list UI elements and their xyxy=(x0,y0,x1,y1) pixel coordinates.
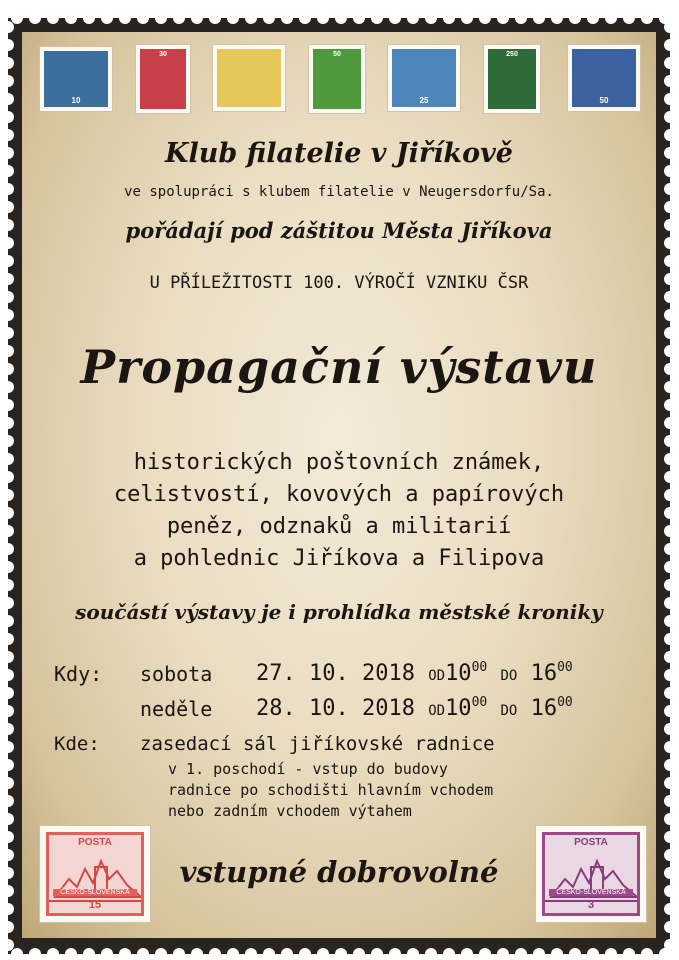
perforation-hole xyxy=(2,633,14,645)
date-2-day: neděle xyxy=(140,697,213,721)
perforation-hole xyxy=(317,948,329,960)
perforation-hole xyxy=(664,381,676,393)
perforation-hole xyxy=(227,948,239,960)
venue: zasedací sál jiříkovské radnice xyxy=(140,733,495,755)
perforation-hole xyxy=(664,399,676,411)
perforation-hole xyxy=(664,885,676,897)
perforation-hole xyxy=(2,597,14,609)
perforation-hole xyxy=(263,948,275,960)
entry-note: vstupné dobrovolné xyxy=(179,855,499,889)
date-row-1-date xyxy=(256,660,573,686)
perforation-hole xyxy=(335,948,347,960)
perforation-hole xyxy=(2,471,14,483)
perforation-hole xyxy=(2,543,14,555)
perforation-hole xyxy=(479,948,491,960)
headline: Propagační výstavu xyxy=(80,340,598,394)
perforation-hole xyxy=(47,12,59,24)
perforation-hole xyxy=(245,948,257,960)
perforation-hole xyxy=(605,948,617,960)
perforation-hole xyxy=(2,795,14,807)
stamp-5-value: 25 xyxy=(419,96,429,105)
stamp-4-label: 50 xyxy=(333,51,341,58)
perforation-hole xyxy=(664,435,676,447)
perforation-hole xyxy=(191,12,203,24)
perforation-hole xyxy=(2,309,14,321)
perforation-hole xyxy=(2,201,14,213)
perforation-hole xyxy=(533,948,545,960)
perforation-hole xyxy=(119,12,131,24)
perforation-hole xyxy=(2,885,14,897)
perforation-hole xyxy=(641,12,653,24)
date-2-from-hour: 10 xyxy=(445,696,472,721)
perforation-hole xyxy=(664,93,676,105)
cooperation-line: ve spolupráci s klubem filatelie v Neugersdorfu/Sa. xyxy=(124,184,554,200)
perforation-hole xyxy=(664,669,676,681)
patronage-line: pořádají pod záštitou Města Jiříkova xyxy=(125,218,553,243)
stamp-1 xyxy=(40,47,112,111)
when-label: Kdy: xyxy=(54,662,103,686)
date-1-date: 27. 10. 2018 xyxy=(256,661,415,686)
perforation-hole xyxy=(173,12,185,24)
stamp-6-label: 250 xyxy=(506,51,518,58)
perforation-hole xyxy=(245,12,257,24)
perforation-hole xyxy=(83,12,95,24)
perforation-hole xyxy=(664,795,676,807)
perforation-hole xyxy=(461,948,473,960)
date-row-1 xyxy=(140,662,212,686)
perforation-hole xyxy=(664,363,676,375)
perforation-hole xyxy=(425,12,437,24)
stamp-bottom-left-band: ČESKO-SLOVENSKÁ xyxy=(53,889,137,896)
perforation-hole xyxy=(664,219,676,231)
perforation-hole xyxy=(664,615,676,627)
perforation-hole xyxy=(209,948,221,960)
date-2-to-hour: 16 xyxy=(530,696,558,721)
perforation-hole xyxy=(664,813,676,825)
perforation-hole xyxy=(664,921,676,933)
perforation-hole xyxy=(664,129,676,141)
perforation-hole xyxy=(497,948,509,960)
perforation-hole xyxy=(664,579,676,591)
perforation-hole xyxy=(443,948,455,960)
perforation-hole xyxy=(2,255,14,267)
perforation-hole xyxy=(664,489,676,501)
perforation-hole xyxy=(281,12,293,24)
perforation-hole xyxy=(2,759,14,771)
date-1-to-hour: 16 xyxy=(530,661,558,686)
perforation-hole xyxy=(664,867,676,879)
perforation-hole xyxy=(65,948,77,960)
perforation-hole xyxy=(2,237,14,249)
perforation-hole xyxy=(2,687,14,699)
perforation-hole xyxy=(2,165,14,177)
perforation-hole xyxy=(533,12,545,24)
stamp-bottom-right-top-text: POSTA xyxy=(574,837,608,848)
perforation-hole xyxy=(497,12,509,24)
perforation-hole xyxy=(2,831,14,843)
description-line-3: peněz, odznaků a militarií xyxy=(166,514,512,539)
date-1-from-min: 00 xyxy=(471,660,488,675)
perforation-hole xyxy=(569,12,581,24)
perforation-hole xyxy=(623,12,635,24)
perforation-hole xyxy=(664,453,676,465)
date-1-from-word: OD xyxy=(428,668,446,684)
perforation-hole xyxy=(2,723,14,735)
perforation-hole xyxy=(551,12,563,24)
perforation-hole xyxy=(664,147,676,159)
perforation-hole xyxy=(335,12,347,24)
perforation-hole xyxy=(2,417,14,429)
perforation-hole xyxy=(623,948,635,960)
stamp-3 xyxy=(213,45,285,111)
perforation-hole xyxy=(2,525,14,537)
perforation-hole xyxy=(664,597,676,609)
perforation-hole xyxy=(2,93,14,105)
perforation-hole xyxy=(664,903,676,915)
perforation-hole xyxy=(101,12,113,24)
stamp-7-value: 50 xyxy=(599,96,609,105)
perforation-hole xyxy=(11,948,23,960)
perforation-hole xyxy=(2,579,14,591)
perforation-hole xyxy=(353,948,365,960)
perforation-hole xyxy=(2,39,14,51)
stamp-2 xyxy=(136,45,190,113)
perforation-hole xyxy=(2,21,14,33)
perforation-hole xyxy=(155,948,167,960)
perforation-hole xyxy=(664,201,676,213)
perforation-hole xyxy=(664,651,676,663)
perforation-hole xyxy=(2,849,14,861)
perforation-hole xyxy=(29,12,41,24)
perforation-hole xyxy=(2,903,14,915)
chronicle-note: součástí výstavy je i prohlídka městské kroniky xyxy=(75,600,603,624)
perforation-hole xyxy=(2,705,14,717)
perforation-hole xyxy=(191,948,203,960)
perforation-hole xyxy=(641,948,653,960)
perforation-hole xyxy=(664,291,676,303)
perforation-hole xyxy=(515,12,527,24)
perforation-hole xyxy=(664,39,676,51)
venue-detail-3: nebo zadním vchodem výtahem xyxy=(168,802,412,820)
perforation-hole xyxy=(2,453,14,465)
perforation-hole xyxy=(2,399,14,411)
date-1-from-hour: 10 xyxy=(445,661,472,686)
perforation-hole xyxy=(2,273,14,285)
perforation-hole xyxy=(2,651,14,663)
date-2-to-word: DO xyxy=(500,703,518,719)
perforation-hole xyxy=(664,471,676,483)
stamp-2-label: 30 xyxy=(159,51,167,58)
perforation-hole xyxy=(209,12,221,24)
perforation-hole xyxy=(2,435,14,447)
perforation-hole xyxy=(137,12,149,24)
perforation-hole xyxy=(551,948,563,960)
perforation-hole xyxy=(2,363,14,375)
perforation-hole xyxy=(664,741,676,753)
perforation-hole xyxy=(664,777,676,789)
perforation-hole xyxy=(65,12,77,24)
perforation-hole xyxy=(664,939,676,951)
perforation-hole xyxy=(389,12,401,24)
perforation-hole xyxy=(569,948,581,960)
perforation-hole xyxy=(664,759,676,771)
perforation-hole xyxy=(2,615,14,627)
perforation-hole xyxy=(2,489,14,501)
venue-detail-1: v 1. poschodí - vstup do budovy xyxy=(168,760,448,778)
stamp-6 xyxy=(484,45,540,113)
perforation-hole xyxy=(227,12,239,24)
stamp-bottom-right-value: 3 xyxy=(587,899,595,911)
perforation-hole xyxy=(2,507,14,519)
perforation-hole xyxy=(2,57,14,69)
perforation-hole xyxy=(479,12,491,24)
perforation-hole xyxy=(664,237,676,249)
date-row-2 xyxy=(140,697,212,721)
perforation-hole xyxy=(2,381,14,393)
date-1-to-min: 00 xyxy=(557,660,573,675)
perforation-hole xyxy=(664,687,676,699)
perforation-hole xyxy=(2,777,14,789)
perforation-hole xyxy=(664,255,676,267)
perforation-hole xyxy=(515,948,527,960)
perforation-hole xyxy=(2,939,14,951)
perforation-hole xyxy=(119,948,131,960)
date-row-2-date xyxy=(256,695,573,721)
perforation-hole xyxy=(47,948,59,960)
perforation-hole xyxy=(425,948,437,960)
perforation-hole xyxy=(2,219,14,231)
perforation-hole xyxy=(664,525,676,537)
perforation-hole xyxy=(2,291,14,303)
perforation-hole xyxy=(2,921,14,933)
date-2-to-min: 00 xyxy=(557,695,573,710)
perforation-hole xyxy=(2,327,14,339)
description-line-4: a pohlednic Jiříkova a Filipova xyxy=(133,546,545,571)
perforation-hole xyxy=(587,12,599,24)
perforation-hole xyxy=(664,633,676,645)
perforation-hole xyxy=(2,111,14,123)
perforation-hole xyxy=(664,705,676,717)
perforation-hole xyxy=(664,543,676,555)
perforation-hole xyxy=(2,75,14,87)
stamp-bottom-left-value: 15 xyxy=(88,899,102,911)
perforation-hole xyxy=(2,669,14,681)
perforation-hole xyxy=(2,129,14,141)
perforation-hole xyxy=(664,561,676,573)
perforation-hole xyxy=(353,12,365,24)
where-label: Kde: xyxy=(54,733,100,755)
date-2-from-min: 00 xyxy=(471,695,488,710)
perforation-hole xyxy=(664,165,676,177)
perforation-hole xyxy=(664,849,676,861)
perforation-hole xyxy=(2,561,14,573)
perforation-hole xyxy=(83,948,95,960)
perforation-hole xyxy=(461,12,473,24)
perforation-hole xyxy=(664,21,676,33)
perforation-hole xyxy=(664,345,676,357)
perforation-hole xyxy=(11,12,23,24)
perforation-hole xyxy=(664,183,676,195)
perforation-hole xyxy=(2,813,14,825)
stamp-1-value: 10 xyxy=(71,96,81,105)
stamp-bottom-right-band: ČESKO-SLOVENSKÁ xyxy=(549,889,633,896)
perforation-hole xyxy=(2,345,14,357)
perforation-hole xyxy=(605,12,617,24)
date-2-from-word: OD xyxy=(428,703,446,719)
perforation-hole xyxy=(263,12,275,24)
perforation-hole xyxy=(2,183,14,195)
perforation-hole xyxy=(101,948,113,960)
perforation-hole xyxy=(29,948,41,960)
perforation-hole xyxy=(664,273,676,285)
stamp-7 xyxy=(568,45,640,111)
club-title: Klub filatelie v Jiříkově xyxy=(165,138,513,169)
perforation-hole xyxy=(299,948,311,960)
description-line-2: celistvostí, kovových a papírových xyxy=(113,482,565,507)
occasion-line: U PŘÍLEŽITOSTI 100. VÝROČÍ VZNIKU ČSR xyxy=(149,273,529,293)
perforation-hole xyxy=(281,948,293,960)
stamp-4 xyxy=(309,45,365,113)
date-1-to-word: DO xyxy=(500,668,518,684)
perforation-hole xyxy=(299,12,311,24)
perforation-hole xyxy=(664,831,676,843)
stamp-5 xyxy=(388,45,460,111)
perforation-hole xyxy=(407,948,419,960)
description-line-1: historických poštovních známek, xyxy=(133,450,545,475)
perforation-hole xyxy=(173,948,185,960)
perforation-hole xyxy=(371,948,383,960)
perforation-hole xyxy=(587,948,599,960)
date-2-date: 28. 10. 2018 xyxy=(256,696,415,721)
perforation-hole xyxy=(2,147,14,159)
perforation-hole xyxy=(2,741,14,753)
perforation-hole xyxy=(2,867,14,879)
perforation-hole xyxy=(664,111,676,123)
perforation-hole xyxy=(317,12,329,24)
perforation-hole xyxy=(155,12,167,24)
perforation-hole xyxy=(664,75,676,87)
perforation-hole xyxy=(371,12,383,24)
perforation-hole xyxy=(664,417,676,429)
stamp-bottom-left-top-text: POSTA xyxy=(78,837,112,848)
date-1-day: sobota xyxy=(140,662,213,686)
perforation-hole xyxy=(664,57,676,69)
perforation-hole xyxy=(664,507,676,519)
perforation-hole xyxy=(664,723,676,735)
perforation-hole xyxy=(137,948,149,960)
perforation-hole xyxy=(664,309,676,321)
perforation-hole xyxy=(407,12,419,24)
perforation-hole xyxy=(389,948,401,960)
venue-detail-2: radnice po schodišti hlavním vchodem xyxy=(168,781,494,799)
perforation-hole xyxy=(443,12,455,24)
perforation-hole xyxy=(664,327,676,339)
